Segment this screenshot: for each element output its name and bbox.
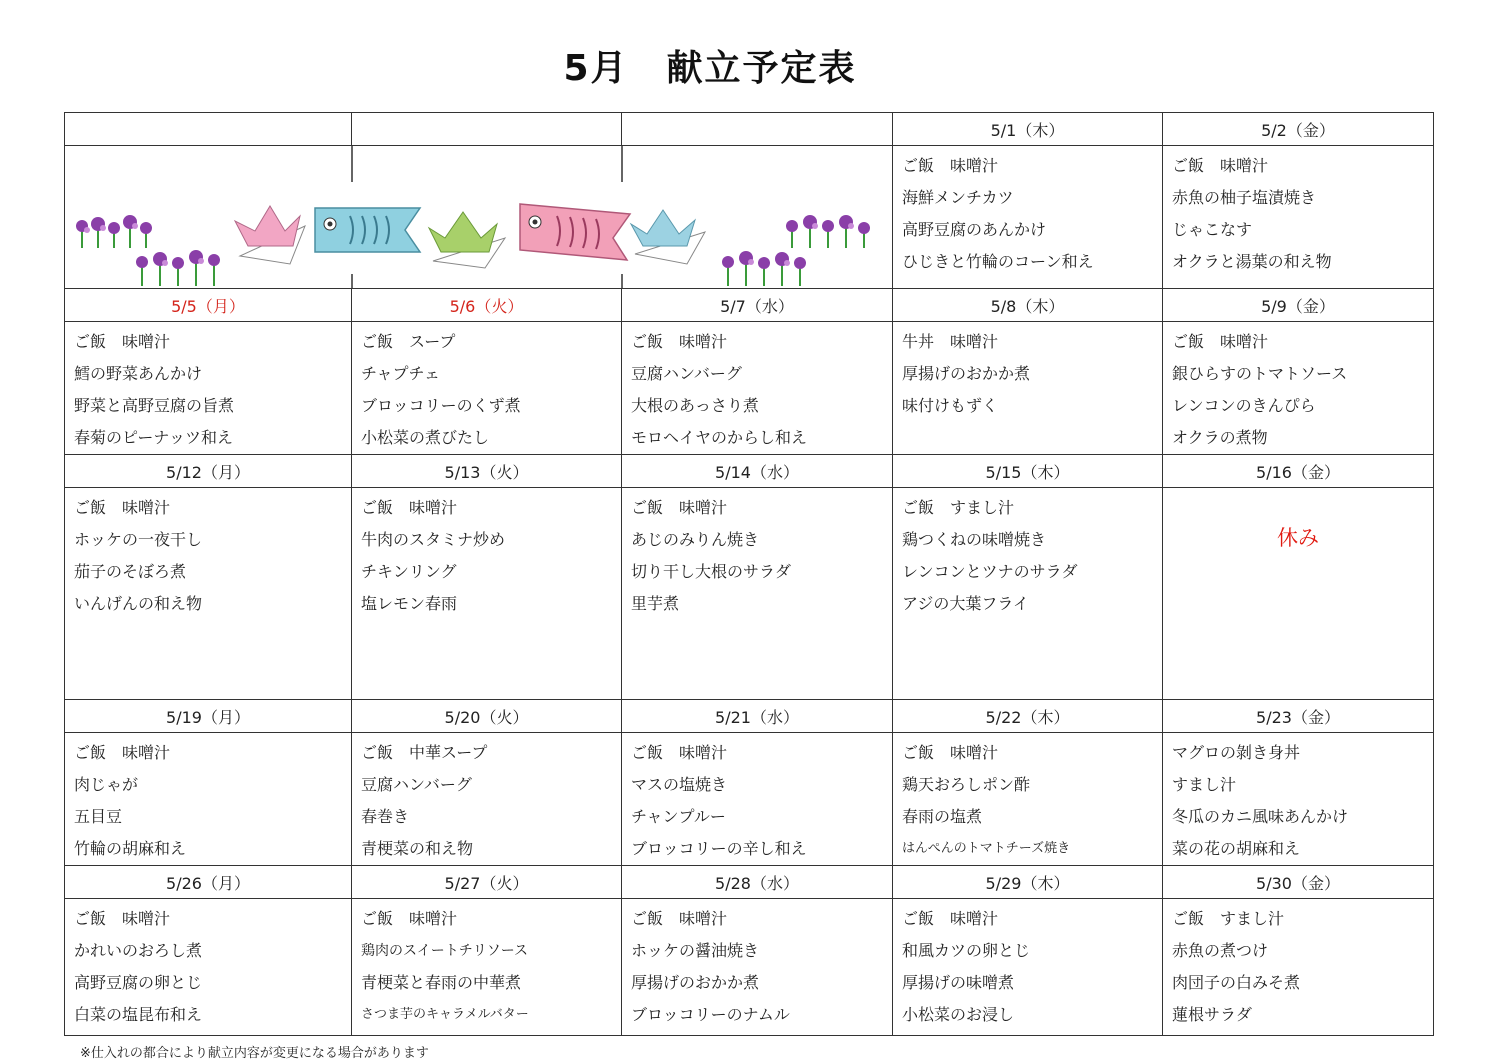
koinobori-blue-icon [315, 208, 420, 252]
menu-item: ご飯 味噌汁 [902, 743, 999, 762]
page-title: 5月 献立予定表 [563, 48, 857, 89]
menu-item: モロヘイヤのからし和え [631, 428, 808, 447]
menu-item: 切り干し大根のサラダ [631, 562, 791, 581]
date-row [65, 700, 1434, 733]
menu-item: 春巻き [361, 807, 410, 826]
day-cell [622, 322, 893, 455]
menu-item: 青梗菜と春雨の中華煮 [361, 973, 522, 992]
date-cell: 5/1（木） [893, 113, 1163, 146]
date-cell-holiday: 5/6（火） [352, 289, 622, 322]
menu-item: 白菜の塩昆布和え [74, 1005, 203, 1024]
menu-item: いんげんの和え物 [74, 594, 203, 613]
date-cell: 5/12（月） [65, 455, 352, 488]
menu-item: かれいのおろし煮 [74, 941, 203, 960]
day-cell [65, 733, 352, 866]
menu-item: 小松菜のお浸し [902, 1005, 1015, 1024]
menu-item: 春菊のピーナッツ和え [74, 428, 234, 447]
menu-item: 厚揚げのおかか煮 [902, 364, 1031, 383]
menu-item: 肉団子の白みそ煮 [1172, 973, 1301, 992]
menu-item: レンコンとツナのサラダ [902, 562, 1078, 581]
date-row [65, 289, 1434, 322]
menu-item: はんぺんのトマトチーズ焼き [902, 841, 1071, 856]
date-cell: 5/7（水） [622, 289, 893, 322]
date-cell: 5/16（金） [1163, 455, 1434, 488]
menu-table [64, 112, 1434, 1036]
menu-item: チャンプルー [631, 807, 726, 826]
date-cell: 5/8（木） [893, 289, 1163, 322]
menu-row [65, 488, 1434, 700]
menu-item: 味付けもずく [902, 396, 999, 415]
menu-item: 塩レモン春雨 [361, 594, 458, 613]
menu-item: ご飯 味噌汁 [1172, 332, 1269, 351]
day-cell [65, 322, 352, 455]
menu-item: ホッケの醤油焼き [631, 941, 760, 960]
menu-item: 海鮮メンチカツ [902, 188, 1014, 207]
date-cell: 5/29（木） [893, 866, 1163, 899]
menu-item: 豆腐ハンバーグ [361, 775, 472, 794]
menu-item: 高野豆腐のあんかけ [902, 220, 1047, 239]
menu-row [65, 322, 1434, 455]
menu-item: 里芋煮 [631, 594, 680, 613]
menu-item: ご飯 味噌汁 [631, 909, 728, 928]
date-cell: 5/30（金） [1163, 866, 1434, 899]
date-cell: 5/27（火） [352, 866, 622, 899]
menu-item: ご飯 味噌汁 [74, 332, 171, 351]
day-cell [893, 733, 1163, 866]
menu-item: ひじきと竹輪のコーン和え [902, 252, 1094, 271]
menu-item: 厚揚げの味噌煮 [902, 973, 1015, 992]
menu-item: ご飯 味噌汁 [1172, 156, 1269, 175]
menu-item: ご飯 味噌汁 [631, 332, 728, 351]
kabuto-helmet-pink-icon [235, 206, 305, 264]
date-row [65, 866, 1434, 899]
date-row [65, 113, 1434, 146]
date-cell: 5/13（火） [352, 455, 622, 488]
day-cell [1163, 733, 1434, 866]
menu-item: 青梗菜の和え物 [361, 839, 474, 858]
menu-item: ご飯 味噌汁 [361, 909, 458, 928]
date-cell: 5/14（水） [622, 455, 893, 488]
menu-item: さつま芋のキャラメルバター [361, 1007, 529, 1022]
date-cell-holiday: 5/5（月） [65, 289, 352, 322]
menu-item: ご飯 味噌汁 [631, 498, 728, 517]
day-cell [65, 488, 352, 700]
menu-item: オクラと湯葉の和え物 [1172, 252, 1332, 271]
menu-item: 五目豆 [74, 807, 123, 826]
date-cell: 5/22（木） [893, 700, 1163, 733]
menu-item: 銀ひらすのトマトソース [1172, 364, 1348, 383]
date-row [65, 455, 1434, 488]
day-cell [622, 899, 893, 1036]
menu-item: 蓮根サラダ [1172, 1005, 1252, 1024]
day-cell [352, 488, 622, 700]
menu-item: ホッケの一夜干し [74, 530, 203, 549]
day-cell [1163, 322, 1434, 455]
day-cell [1163, 899, 1434, 1036]
menu-item: 冬瓜のカニ風味あんかけ [1172, 807, 1349, 826]
menu-item: ブロッコリーのくず煮 [361, 396, 521, 415]
menu-item: 茄子のそぼろ煮 [74, 562, 187, 581]
day-cell [1163, 146, 1434, 289]
day-cell [893, 488, 1163, 700]
closed-label: 休み [1277, 526, 1319, 550]
menu-item: アジの大葉フライ [902, 594, 1029, 613]
menu-item: 和風カツの卵とじ [902, 941, 1031, 960]
menu-item: ご飯 味噌汁 [902, 156, 999, 175]
day-cell [352, 899, 622, 1036]
date-cell: 5/20（火） [352, 700, 622, 733]
menu-item: 赤魚の煮つけ [1172, 941, 1269, 960]
menu-item: 竹輪の胡麻和え [74, 839, 187, 858]
day-cell [622, 488, 893, 700]
menu-item: ご飯 中華スープ [361, 743, 488, 762]
menu-item: 小松菜の煮びたし [361, 428, 490, 447]
menu-row [65, 146, 1434, 289]
menu-item: ご飯 味噌汁 [902, 909, 999, 928]
footnote: ※仕入れの都合により献立内容が変更になる場合があります [80, 1046, 429, 1061]
day-cell [893, 146, 1163, 289]
menu-item: ブロッコリーの辛し和え [631, 839, 807, 858]
menu-row [65, 899, 1434, 1036]
menu-item: 鶏つくねの味噌焼き [902, 530, 1047, 549]
day-cell-closed [1163, 488, 1434, 700]
day-cell [352, 733, 622, 866]
day-cell [893, 899, 1163, 1036]
date-cell [622, 113, 893, 146]
decoration-cell [65, 146, 893, 289]
menu-item: ご飯 スープ [361, 332, 456, 351]
date-cell: 5/23（金） [1163, 700, 1434, 733]
menu-item: 鶏天おろしポン酢 [902, 775, 1031, 794]
childrens-day-illustration [65, 146, 895, 288]
menu-item: 高野豆腐の卵とじ [74, 973, 203, 992]
menu-item: チキンリング [361, 562, 457, 581]
menu-item: ご飯 味噌汁 [631, 743, 728, 762]
menu-item: 大根のあっさり煮 [631, 396, 759, 415]
menu-item: 鱈の野菜あんかけ [74, 364, 203, 383]
menu-item: ご飯 味噌汁 [74, 498, 171, 517]
date-cell: 5/9（金） [1163, 289, 1434, 322]
menu-item: 春雨の塩煮 [902, 807, 983, 826]
menu-item: 鶏肉のスイートチリソース [361, 943, 529, 959]
menu-item [902, 422, 1162, 454]
menu-item: ご飯 味噌汁 [361, 498, 458, 517]
kabuto-helmet-blue-icon [631, 210, 705, 264]
kabuto-helmet-green-icon [429, 212, 505, 268]
menu-item: ご飯 味噌汁 [74, 909, 171, 928]
menu-item: 牛肉のスタミナ炒め [361, 530, 506, 549]
day-cell [352, 322, 622, 455]
menu-item: 豆腐ハンバーグ [631, 364, 742, 383]
date-cell: 5/19（月） [65, 700, 352, 733]
menu-item: ご飯 すまし汁 [902, 498, 1015, 517]
date-cell: 5/28（水） [622, 866, 893, 899]
menu-item: マスの塩焼き [631, 775, 728, 794]
date-cell: 5/26（月） [65, 866, 352, 899]
day-cell [622, 733, 893, 866]
date-cell: 5/21（水） [622, 700, 893, 733]
date-cell [65, 113, 352, 146]
menu-item: 牛丼 味噌汁 [902, 332, 999, 351]
menu-item: 菜の花の胡麻和え [1172, 839, 1301, 858]
menu-item: すまし汁 [1172, 775, 1237, 794]
menu-item: 肉じゃが [74, 775, 139, 794]
menu-item: 厚揚げのおかか煮 [631, 973, 760, 992]
menu-item: チャプチェ [361, 364, 441, 383]
menu-item: 赤魚の柚子塩漬焼き [1172, 188, 1317, 207]
menu-item: マグロの剝き身丼 [1172, 743, 1301, 762]
menu-item: ご飯 味噌汁 [74, 743, 171, 762]
menu-item: じゃこなす [1172, 220, 1253, 239]
day-cell [893, 322, 1163, 455]
menu-item: レンコンのきんぴら [1172, 396, 1316, 415]
menu-item: ご飯 すまし汁 [1172, 909, 1285, 928]
menu-row [65, 733, 1434, 866]
date-cell [352, 113, 622, 146]
iris-flowers-right-icon [722, 215, 870, 286]
date-cell: 5/2（金） [1163, 113, 1434, 146]
menu-item: ブロッコリーのナムル [631, 1005, 790, 1024]
koinobori-pink-icon [520, 204, 630, 260]
date-cell: 5/15（木） [893, 455, 1163, 488]
menu-item: あじのみりん焼き [631, 530, 760, 549]
iris-flowers-left-icon [76, 215, 220, 286]
menu-item: 野菜と高野豆腐の旨煮 [74, 396, 235, 415]
day-cell [65, 899, 352, 1036]
menu-item: オクラの煮物 [1172, 428, 1268, 447]
